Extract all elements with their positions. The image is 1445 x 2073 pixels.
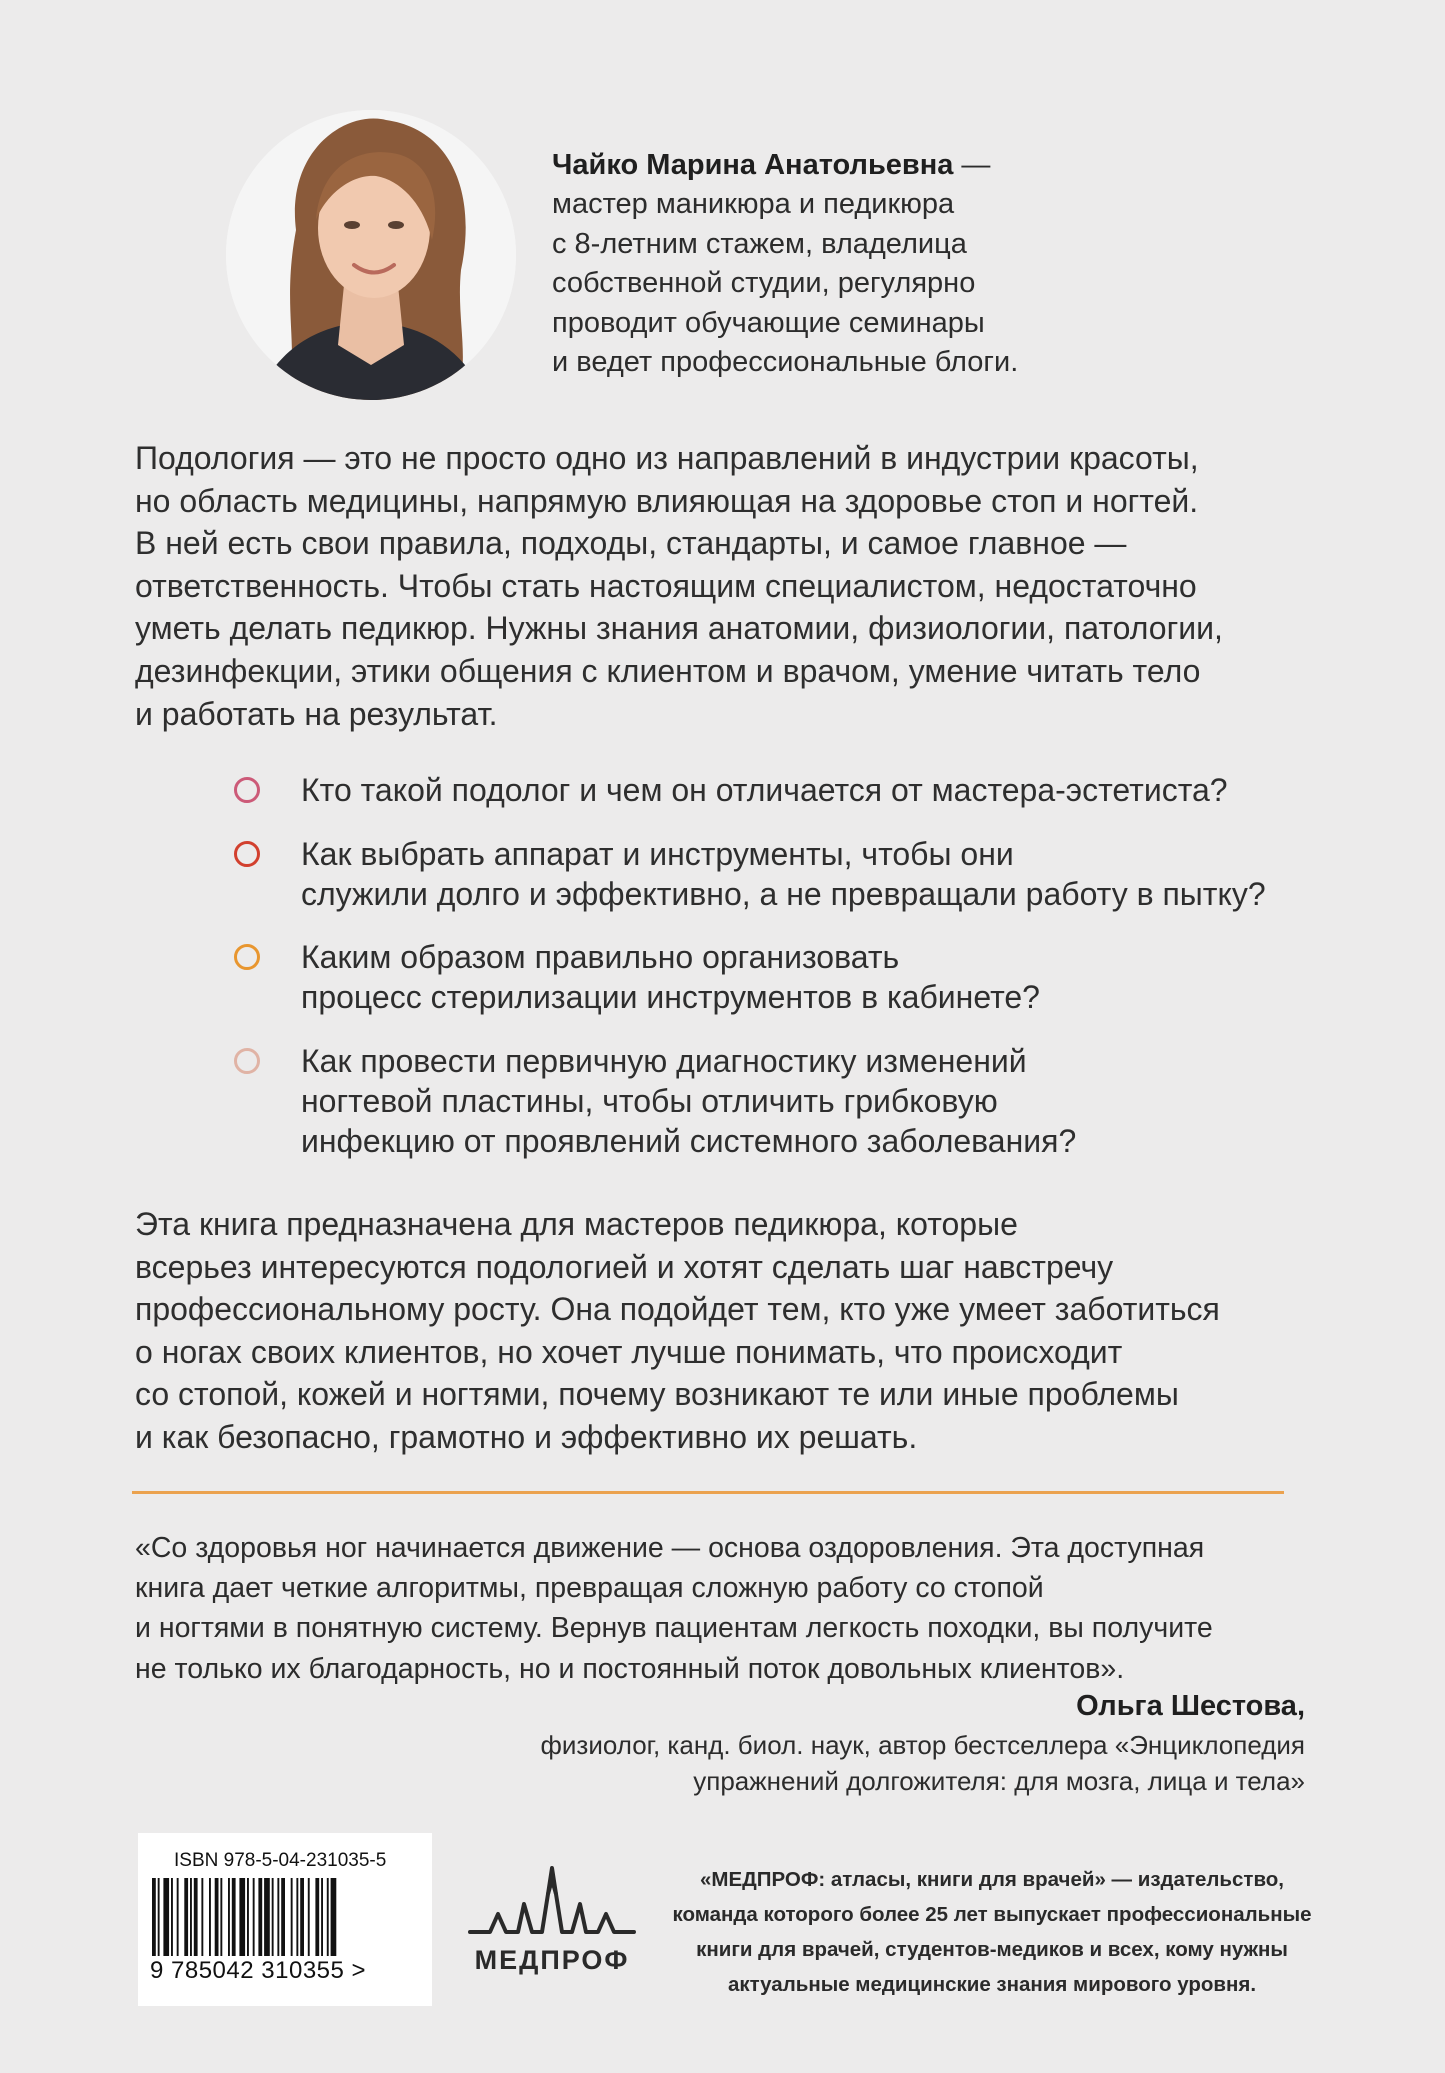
barcode-bar [277, 1878, 279, 1956]
barcode-bar [232, 1878, 236, 1956]
intro-line: В ней есть свои правила, подходы, стандарты, и самое главное — [135, 525, 1127, 562]
barcode-bar [194, 1878, 198, 1956]
quote-author-role [540, 1727, 1305, 1799]
intro-line: и работать на результат. [135, 695, 498, 732]
quote-line: и ногтями в понятную систему. Вернув пациентам легкость походки, вы получите [135, 1612, 1213, 1645]
barcode-bar [272, 1878, 274, 1956]
publisher-line: книги для врачей, студентов-медиков и всех, кому нужны [696, 1938, 1288, 1961]
question-line: процесс стерилизации инструментов в кабинете? [301, 979, 1040, 1015]
barcode-bar [300, 1878, 304, 1956]
intro-line: ответственность. Чтобы стать настоящим специалистом, недостаточно [135, 567, 1197, 604]
question-line: служили долго и эффективно, а не превращали работу в пытку? [301, 876, 1266, 912]
barcode-bar [215, 1878, 219, 1956]
intro-paragraph [135, 437, 1315, 735]
barcode-bar [281, 1878, 285, 1956]
barcode-bar [152, 1878, 156, 1956]
barcode-bar [321, 1878, 323, 1956]
barcode-bar [190, 1878, 192, 1956]
skyline-pulse-icon [462, 1858, 642, 1948]
audience-line: со стопой, кожей и ногтями, почему возникают те или иные проблемы [135, 1376, 1179, 1413]
audience-line: всерьез интересуются подологией и хотят сделать шаг навстречу [135, 1248, 1114, 1285]
barcode-bar [228, 1878, 230, 1956]
publisher-description [672, 1862, 1312, 2002]
publisher-line: команда которого более 25 лет выпускает профессиональные [672, 1903, 1312, 1926]
quote-author: Ольга Шестова, [1076, 1690, 1305, 1722]
barcode-bar [209, 1878, 211, 1956]
barcode-bar [158, 1878, 160, 1956]
question-line: Как провести первичную диагностику изменений [301, 1043, 1027, 1079]
barcode-bar [201, 1878, 203, 1956]
quote-line: «Со здоровья ног начинается движение — основа оздоровления. Эта доступная [135, 1532, 1205, 1564]
isbn-label: ISBN 978-5-04-231035-5 [174, 1850, 387, 1871]
publisher-logo-text: МЕДПРОФ [474, 1945, 630, 1975]
barcode-bar [315, 1878, 319, 1956]
testimonial-quote [135, 1528, 1315, 1689]
author-bio [552, 146, 1112, 382]
barcode-bar [247, 1878, 249, 1956]
author-bio-line: проводит обучающие семинары [552, 306, 985, 339]
barcode-bar [171, 1878, 173, 1956]
barcode-bar [331, 1878, 337, 1956]
bullet-circle-icon [234, 1048, 260, 1074]
quote-role-line: упражнений долгожителя: для мозга, лица и тела» [693, 1766, 1305, 1796]
author-bio-line: и ведет профессиональные блоги. [552, 346, 1019, 379]
quote-line: книга дает четкие алгоритмы, превращая сложную работу со стопой [135, 1572, 1044, 1605]
question-line: Каким образом правильно организовать [301, 939, 900, 975]
intro-line: уметь делать педикюр. Нужны знания анатомии, физиологии, патологии, [135, 610, 1223, 647]
barcode-bar [177, 1878, 179, 1956]
barcode-bar [296, 1878, 298, 1956]
intro-line: Подология — это не просто одно из направлений в индустрии красоты, [135, 440, 1199, 476]
barcode-bar [264, 1878, 270, 1956]
audience-line: профессиональному росту. Она подойдет тем, кто уже умеет заботиться [135, 1291, 1220, 1328]
barcode-bar [163, 1878, 169, 1956]
author-name: Чайко Марина Анатольевна — [552, 149, 991, 181]
question-line: ногтевой пластины, чтобы отличить грибковую [301, 1083, 998, 1119]
audience-line: о ногах своих клиентов, но хочет лучше понимать, что происходит [135, 1333, 1123, 1370]
barcode-bar [258, 1878, 262, 1956]
barcode-bar [239, 1878, 245, 1956]
bullet-circle-icon [234, 841, 260, 867]
author-bio-line: собственной студии, регулярно [552, 267, 976, 300]
quote-role-line: физиолог, канд. биол. наук, автор бестселлера «Энциклопедия [540, 1730, 1305, 1760]
author-bio-line: с 8-летним стажем, владелица [552, 227, 967, 260]
author-photo [226, 110, 516, 400]
question-line: Кто такой подолог и чем он отличается от мастера-эстетиста? [301, 772, 1228, 808]
quote-line: не только их благодарность, но и постоянный поток довольных клиентов». [135, 1652, 1125, 1685]
barcode-bar [308, 1878, 310, 1956]
barcode-digits: 9 785042 310355 > [150, 1957, 367, 1984]
barcode-bar [291, 1878, 293, 1956]
question-line: инфекцию от проявлений системного заболевания? [301, 1123, 1077, 1159]
audience-line: Эта книга предназначена для мастеров педикюра, которые [135, 1206, 1018, 1242]
publisher-line: «МЕДПРОФ: атласы, книги для врачей» — издательство, [700, 1868, 1284, 1891]
bullet-circle-icon [234, 944, 260, 970]
intro-line: дезинфекции, этики общения с клиентом и врачом, умение читать тело [135, 652, 1201, 689]
barcode-bar [220, 1878, 222, 1956]
barcode-bar [184, 1878, 188, 1956]
author-bio-line: мастер маникюра и педикюра [552, 188, 955, 221]
barcode-bar [253, 1878, 255, 1956]
section-divider [132, 1491, 1284, 1494]
intro-line: но область медицины, напрямую влияющая на здоровье стоп и ногтей. [135, 482, 1199, 519]
barcode-bar [327, 1878, 329, 1956]
bullet-circle-icon [234, 777, 260, 803]
publisher-line: актуальные медицинские знания мирового уровня. [727, 1973, 1257, 1996]
question-line: Как выбрать аппарат и инструменты, чтобы они [301, 836, 1014, 872]
audience-line: и как безопасно, грамотно и эффективно их решать. [135, 1418, 918, 1455]
audience-paragraph [135, 1203, 1315, 1459]
